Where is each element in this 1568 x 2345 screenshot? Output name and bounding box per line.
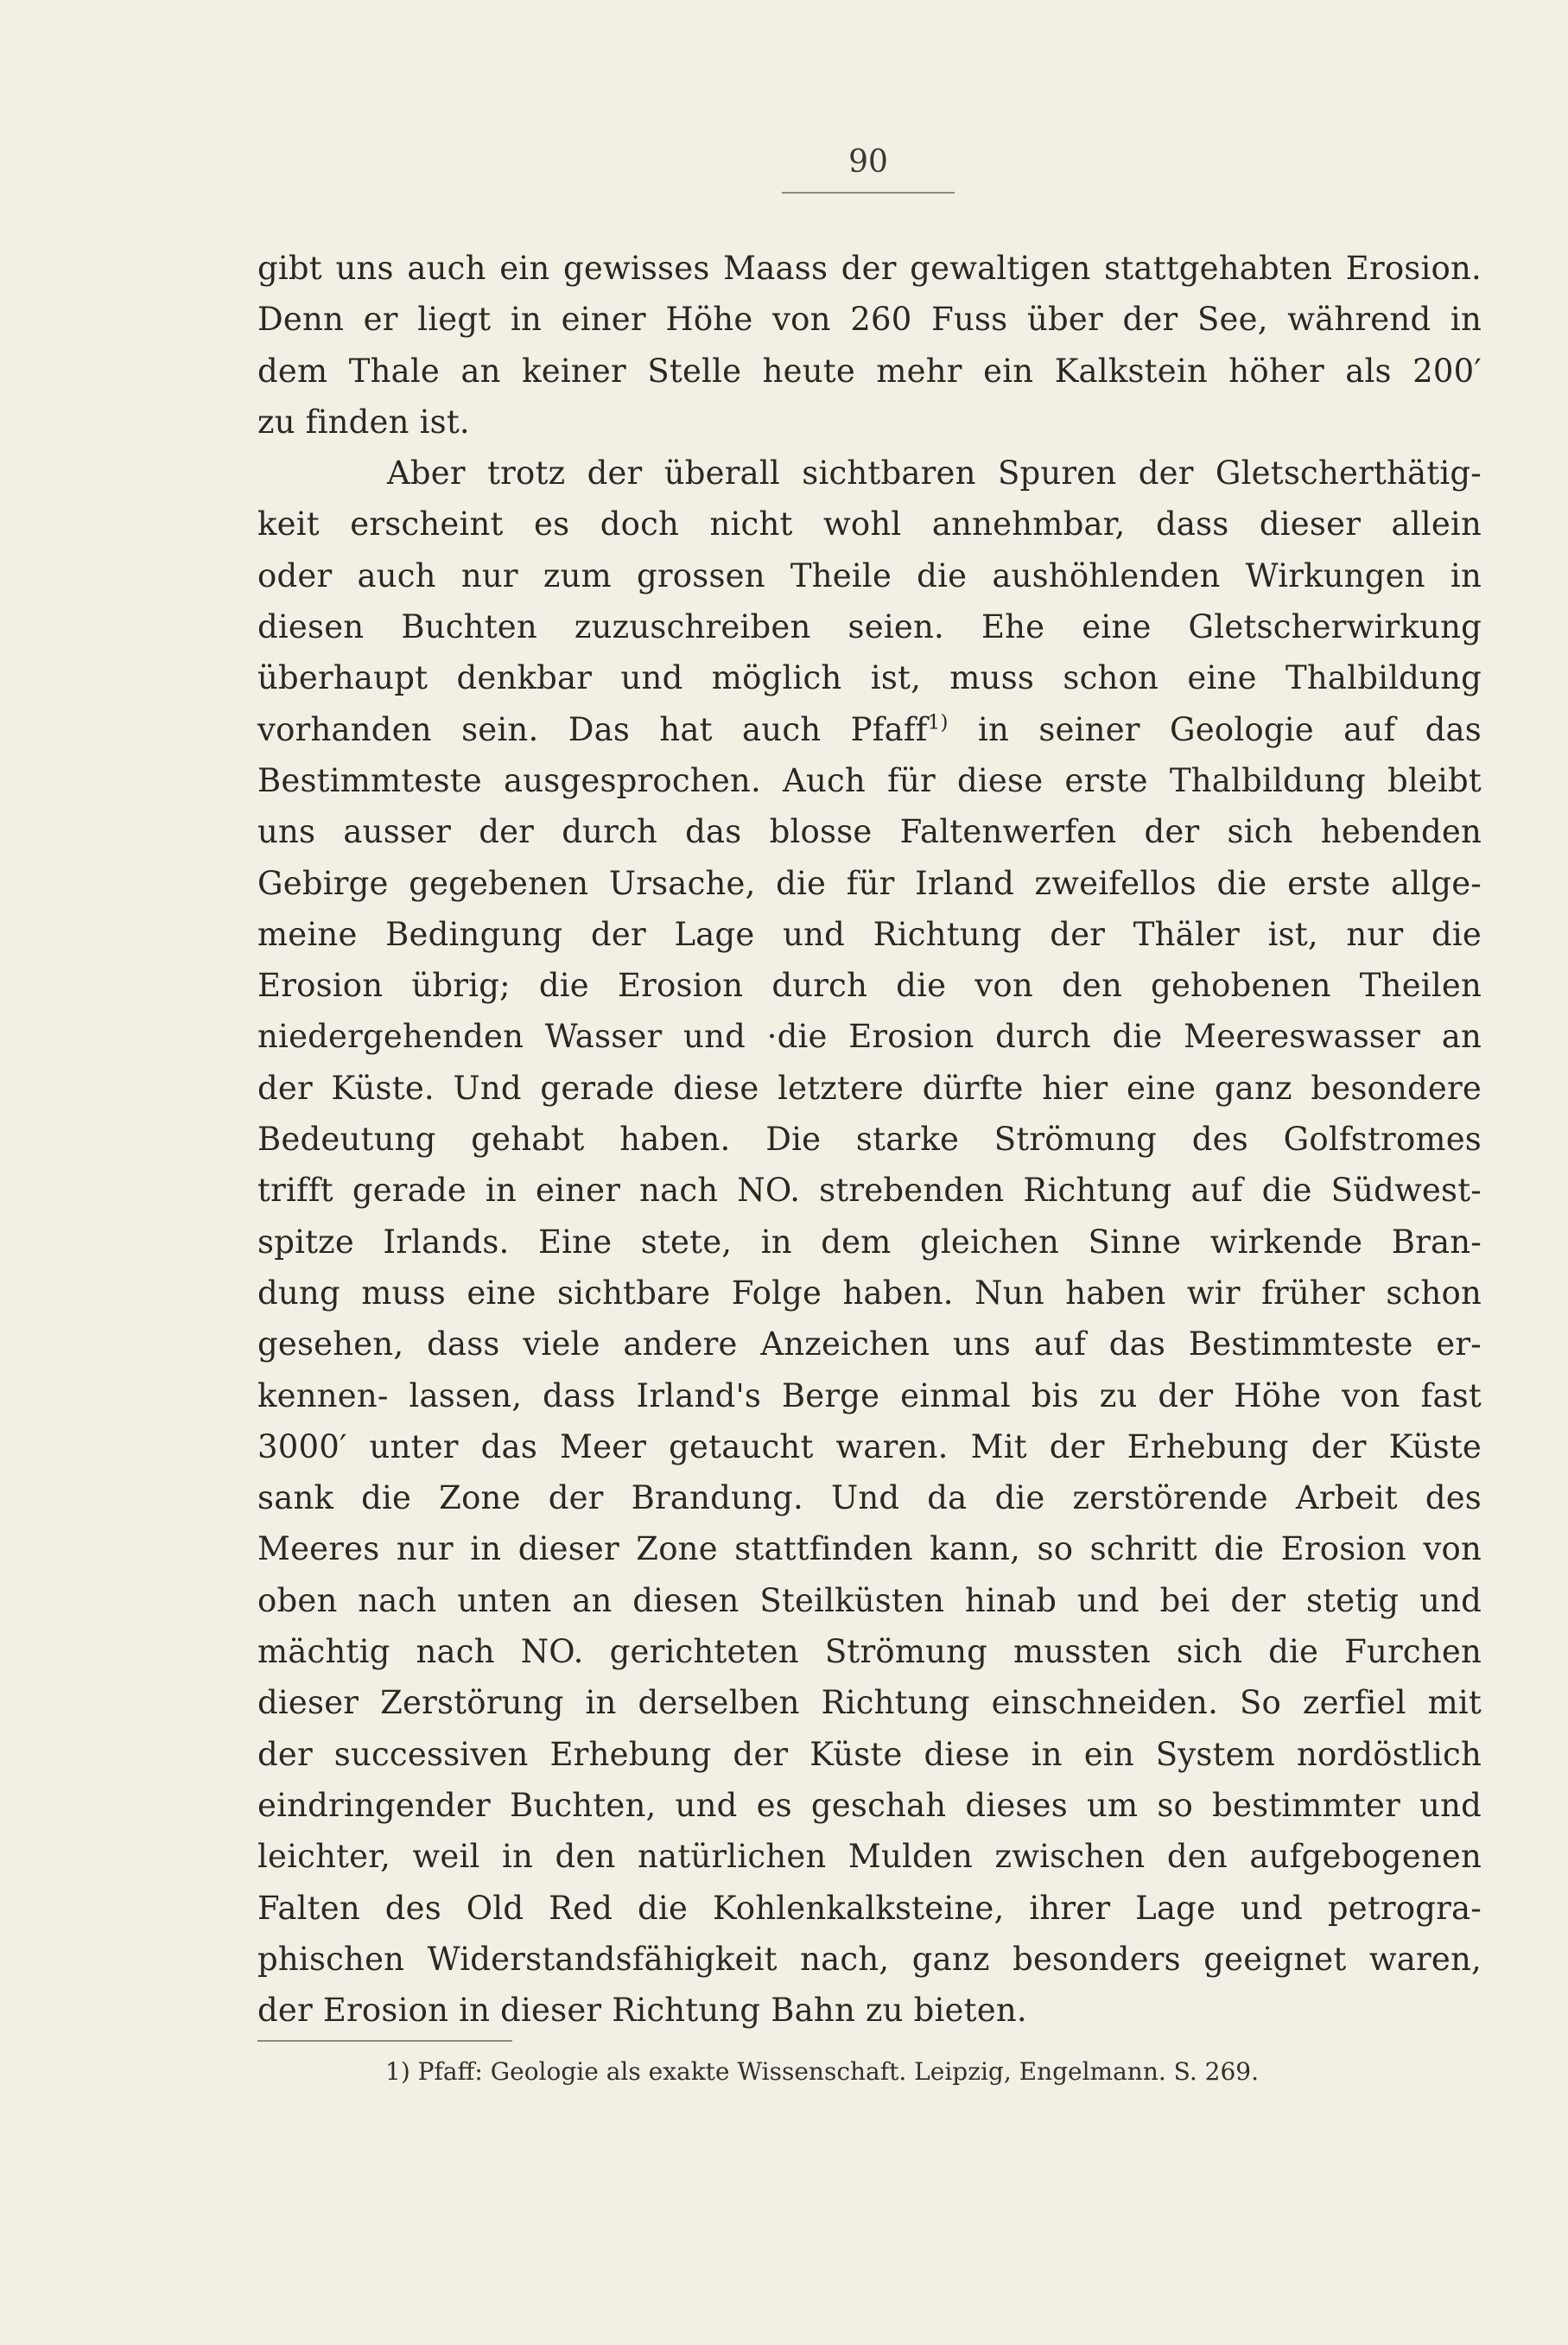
page-number-rule bbox=[782, 192, 955, 194]
text-line: kennen- lassen, dass Irland's Berge einmal bis zu der Höhe von fast bbox=[257, 1376, 1482, 1414]
text-line: niedergehenden Wasser und ·die Erosion durch die Meereswasser an bbox=[257, 1018, 1482, 1056]
text-line: dem Thale an keiner Stelle heute mehr ein Kalkstein höher als 200′ bbox=[257, 352, 1482, 390]
text-line: Gebirge gegebenen Ursache, die für Irland zweifellos die erste allge- bbox=[257, 864, 1482, 902]
text-line: uns ausser der durch das blosse Faltenwerfen der sich hebenden bbox=[257, 813, 1482, 851]
text-line: Bestimmteste ausgesprochen. Auch für diese erste Thalbildung bleibt bbox=[257, 761, 1482, 799]
text-line: dieser Zerstörung in derselben Richtung einschneiden. So zerfiel mit bbox=[257, 1684, 1482, 1722]
text-line: Aber trotz der überall sichtbaren Spuren der Gletscherthätig- bbox=[387, 454, 1482, 493]
text-line: dung muss eine sichtbare Folge haben. Nun haben wir früher schon bbox=[257, 1274, 1482, 1312]
text-fragment: vorhanden sein. Das hat auch Pfaff bbox=[257, 710, 928, 748]
text-line: keit erscheint es doch nicht wohl annehmbar, dass dieser allein bbox=[257, 505, 1482, 543]
text-line: gibt uns auch ein gewisses Maass der gewaltigen stattgehabten Erosion. bbox=[257, 250, 1482, 287]
text-line-with-footnote bbox=[257, 704, 1482, 755]
text-fragment: in seiner Geologie auf das bbox=[948, 710, 1482, 748]
text-line: leichter, weil in den natürlichen Mulden zwischen den aufgebogenen bbox=[257, 1838, 1482, 1876]
text-line: überhaupt denkbar und möglich ist, muss schon eine Thalbildung bbox=[257, 659, 1482, 697]
text-line: Erosion übrig; die Erosion durch die von den gehobenen Theilen bbox=[257, 967, 1482, 1005]
text-line: gesehen, dass viele andere Anzeichen uns auf das Bestimmteste er- bbox=[257, 1325, 1482, 1363]
text-line: oder auch nur zum grossen Theile die aushöhlenden Wirkungen in bbox=[257, 556, 1482, 594]
text-line: spitze Irlands. Eine stete, in dem gleichen Sinne wirkende Bran- bbox=[257, 1223, 1482, 1261]
text-line: Meeres nur in dieser Zone stattfinden kann, so schritt die Erosion von bbox=[257, 1530, 1482, 1568]
text-line: Falten des Old Red die Kohlenkalksteine, ihrer Lage und petrogra- bbox=[257, 1889, 1482, 1927]
text-line: der successiven Erhebung der Küste diese in ein System nordöstlich bbox=[257, 1735, 1482, 1773]
text-line: diesen Buchten zuzuschreiben seien. Ehe eine Gletscherwirkung bbox=[257, 608, 1482, 646]
text-line: Denn er liegt in einer Höhe von 260 Fuss über der See, während in bbox=[257, 301, 1482, 339]
text-line: der Küste. Und gerade diese letztere dürfte hier eine ganz besondere bbox=[257, 1069, 1482, 1107]
text-line: trifft gerade in einer nach NO. strebenden Richtung auf die Südwest- bbox=[257, 1172, 1482, 1210]
text-line: mächtig nach NO. gerichteten Strömung mussten sich die Furchen bbox=[257, 1633, 1482, 1671]
text-line: der Erosion in dieser Richtung Bahn zu bieten. bbox=[257, 1992, 1027, 2030]
footnote-rule bbox=[257, 2040, 512, 2042]
text-line: phischen Widerstandsfähigkeit nach, ganz besonders geeignet waren, bbox=[257, 1940, 1482, 1978]
text-line: eindringender Buchten, und es geschah dieses um so bestimmter und bbox=[257, 1786, 1482, 1824]
text-line: meine Bedingung der Lage und Richtung der Thäler ist, nur die bbox=[257, 915, 1482, 953]
page-number: 90 bbox=[848, 144, 888, 180]
body-text bbox=[257, 243, 1482, 2036]
text-line: 3000′ unter das Meer getaucht waren. Mit der Erhebung der Küste bbox=[257, 1427, 1482, 1465]
text-line: sank die Zone der Brandung. Und da die zerstörende Arbeit des bbox=[257, 1479, 1482, 1517]
footnote: 1) Pfaff: Geologie als exakte Wissenschaft. Leipzig, Engelmann. S. 269. bbox=[385, 2057, 1259, 2086]
text-line: oben nach unten an diesen Steilküsten hinab und bei der stetig und bbox=[257, 1581, 1482, 1619]
footnote-marker: 1) bbox=[927, 711, 949, 734]
text-line: zu finden ist. bbox=[257, 403, 470, 441]
text-line: Bedeutung gehabt haben. Die starke Strömung des Golfstromes bbox=[257, 1121, 1482, 1159]
